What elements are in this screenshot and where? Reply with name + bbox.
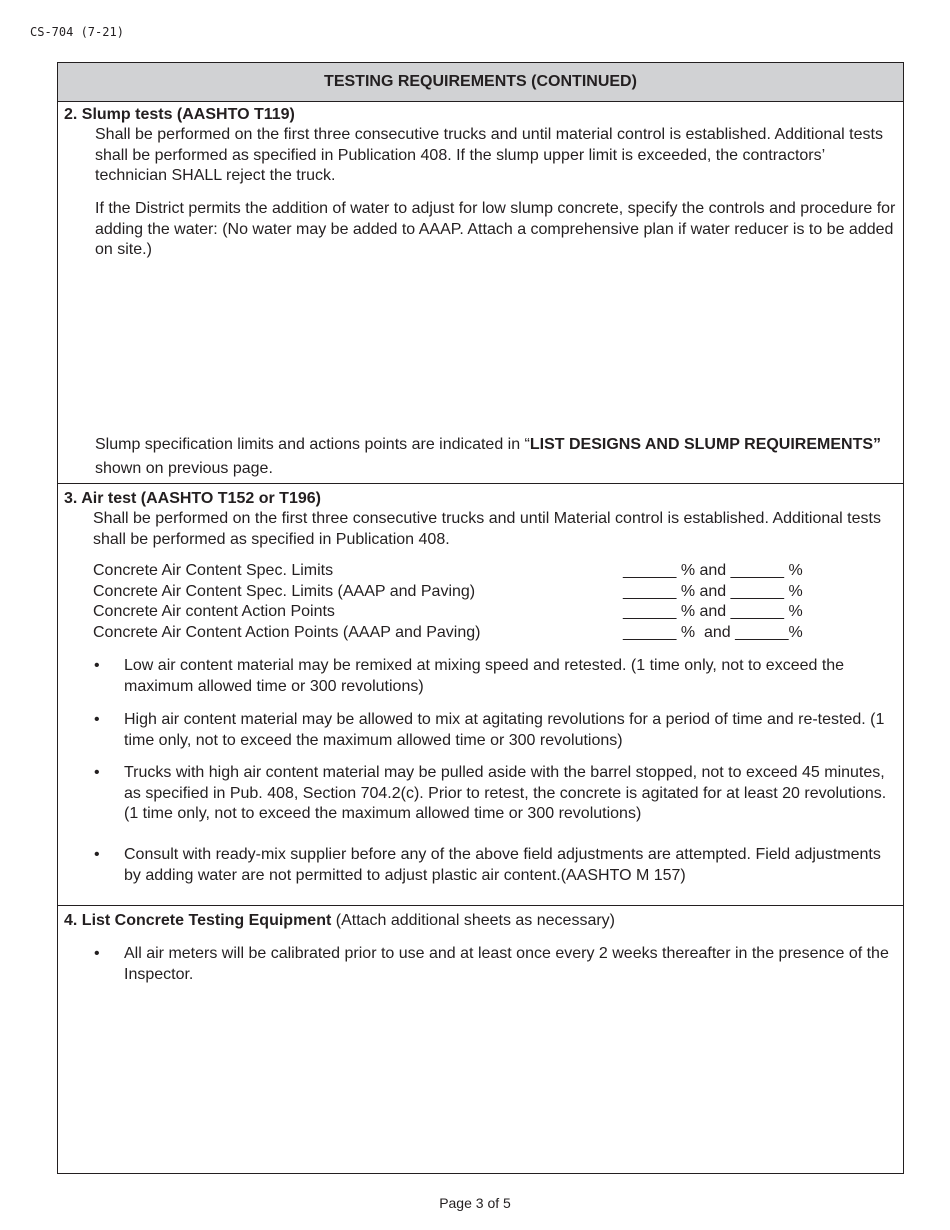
air-section [58,485,903,905]
slump-title: 2. Slump tests (AASHTO T119) [64,106,295,123]
spec-label: Concrete Air content Action Points [93,603,335,620]
spec-label: Concrete Air Content Action Points (AAAP and Paving) [93,623,481,641]
spec-blank-fields[interactable]: ______ % and ______% [623,623,803,641]
bullet-text: High air content material may be allowed to mix at agitating revolutions for a period of time and re-tested. (1 time only, not to exceed the maximum allowed time or 300 revolutions) [124,711,885,749]
bullet-icon: • [94,945,100,962]
bullet-icon: • [94,711,100,728]
form-frame [57,62,904,1174]
slump-section [58,103,903,483]
section-divider [58,483,903,484]
air-paragraph: Shall be performed on the first three consecutive trucks and until Material control is established. Additional tests shall be performed as specified in Publication 408. [93,510,881,548]
page-number: Page 3 of 5 [439,1195,511,1211]
water-addition-paragraph: If the District permits the addition of water to adjust for low slump concrete, specify the controls and procedure for adding the water: (No water may be added to AAAP. Attach a comprehensive plan if water reducer is to be added on site.) [95,200,896,258]
water-controls-entry-area[interactable] [95,293,897,423]
equipment-section [58,907,903,1172]
bullet-text: Consult with ready-mix supplier before any of the above field adjustments are attempted. Field adjustments by adding water are not permitted to adjust plastic air content.(AASHTO M 157) [124,846,881,884]
bullet-text: Low air content material may be remixed at mixing speed and retested. (1 time only, not to exceed the maximum allowed time or 300 revolutions) [124,657,845,695]
form-code: CS-704 (7-21) [30,25,124,39]
bullet-icon: • [94,846,100,863]
section-header [58,63,903,102]
air-title: 3. Air test (AASHTO T152 or T196) [64,490,321,507]
spec-row [93,582,897,603]
slump-limits-note: Slump specification limits and actions points are indicated in “LIST DESIGNS AND SLUMP REQUIREMENTS” shown on previous page. [95,436,882,477]
bullet-text: All air meters will be calibrated prior to use and at least once every 2 weeks thereafter in the presence of the Inspector. [124,945,889,983]
equipment-entry-area[interactable] [95,997,897,1157]
bullet-text: Trucks with high air content material may be pulled aside with the barrel stopped, not to exceed 45 minutes, as specified in Pub. 408, Section 704.2(c). Prior to retest, the concrete is agitated for at least 20 revolutions. (1 time only, not to exceed the maximum allowed time or 300 revolutions) [124,764,887,822]
spec-blank-fields[interactable]: ______ % and ______ % [623,562,803,579]
spec-row [93,623,897,644]
spec-label: Concrete Air Content Spec. Limits [93,562,334,579]
bullet-icon: • [94,657,100,674]
spec-row [93,561,897,582]
section-divider [58,905,903,906]
spec-label: Concrete Air Content Spec. Limits (AAAP and Paving) [93,582,476,600]
equipment-title: 4. List Concrete Testing Equipment (Attach additional sheets as necessary) [64,912,615,929]
spec-row [93,602,897,623]
header-title: TESTING REQUIREMENTS (CONTINUED) [324,73,637,90]
spec-blank-fields[interactable]: ______ % and ______ % [623,582,803,600]
slump-paragraph: Shall be performed on the first three consecutive trucks and until material control is established. Additional tests shall be performed as specified in Publication 408. If the slump upper limit is exceeded, the contractors’ technician SHALL reject the truck. [95,126,883,184]
bullet-icon: • [94,764,100,781]
spec-blank-fields[interactable]: ______ % and ______ % [623,603,803,620]
